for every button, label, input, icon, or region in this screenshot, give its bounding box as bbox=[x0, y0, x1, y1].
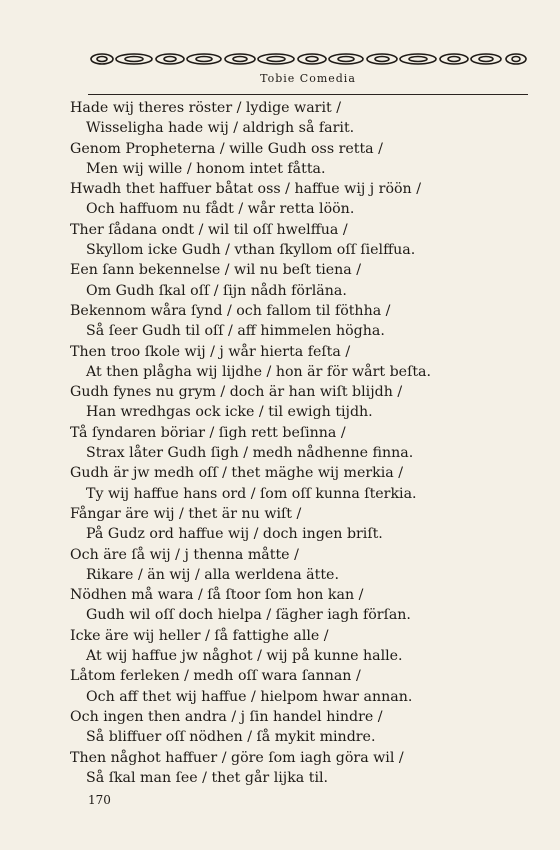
verse-list bbox=[70, 98, 530, 788]
header-rule bbox=[88, 94, 528, 95]
verse-line: Gudh är jw medh oſſ / thet mäghe wij merkia / bbox=[70, 465, 404, 482]
verse-line: Een ſann bekennelse / wil nu beſt tiena / bbox=[70, 262, 362, 279]
verse-line: Hade wij theres röster / lydige warit / bbox=[70, 100, 341, 116]
verse-line: Ther ſådana ondt / wil til oſſ hwelffua / bbox=[70, 221, 348, 238]
verse-line: At wij haffue jw någhot / wij på kunne halle. bbox=[86, 648, 403, 665]
verse-line: Låtom ferleken / medh oſſ wara ſannan / bbox=[70, 668, 361, 685]
verse-line: Om Gudh ſkal oſſ / ſijn nådh förläna. bbox=[86, 282, 347, 299]
verse-line: Then någhot haffuer / göre ſom iagh göra wil / bbox=[70, 749, 404, 766]
verse-line: Genom Propheterna / wille Gudh oss retta / bbox=[70, 140, 383, 157]
verse-line: Skyllom icke Gudh / vthan ſkyllom oſſ ſielffua. bbox=[86, 242, 416, 259]
verse-line: Then troo ſkole wij / j wår hierta feſta / bbox=[70, 343, 351, 360]
verse-line: Han wredhgas ock icke / til ewigh tijdh. bbox=[86, 404, 373, 421]
running-title: Tobie Comedia bbox=[260, 72, 356, 85]
verse-line: Gudh fynes nu grym / doch är han wiſt blijdh / bbox=[70, 384, 403, 401]
verse-line: Och ingen then andra / j ſin handel hindre / bbox=[70, 708, 383, 725]
verse-line: At then plågha wij lijdhe / hon är för wårt beſta. bbox=[86, 363, 431, 380]
verse-line: Tå ſyndaren böriar / ſigh rett beſinna / bbox=[70, 424, 346, 441]
verse-line: Ty wij haffue hans ord / ſom oſſ kunna ſterkia. bbox=[86, 485, 417, 502]
verse-line: Hwadh thet haffuer båtat oss / haffue wij j röön / bbox=[70, 181, 421, 198]
verse-line: Men wij wille / honom intet fåtta. bbox=[86, 160, 326, 177]
verse-line: Nödhen må wara / ſå ſtoor ſom hon kan / bbox=[70, 587, 364, 604]
verse-line: Strax låter Gudh ſigh / medh nådhenne finna. bbox=[86, 445, 414, 462]
verse-line: Rikare / än wij / alla werldena ätte. bbox=[86, 566, 339, 583]
verse-line: Och aff thet wij haffue / hielpom hwar annan. bbox=[86, 688, 413, 705]
verse-line: Wisseligha hade wij / aldrigh så farit. bbox=[86, 120, 355, 137]
verse-line: Så bliffuer oſſ nödhen / ſå mykit mindre. bbox=[86, 729, 376, 746]
verse-line: Och äre ſå wij / j thenna måtte / bbox=[70, 546, 299, 563]
decorative-border-ornament bbox=[88, 52, 528, 66]
verse-line: Så ſeer Gudh til oſſ / aff himmelen högha. bbox=[86, 323, 385, 340]
verse-line: Icke äre wij heller / ſå fattighe alle / bbox=[70, 627, 329, 644]
verse-line: Och haffuom nu fådt / wår retta löön. bbox=[86, 201, 355, 218]
page-number: 170 bbox=[88, 793, 111, 807]
verse-line: Bekennom wåra ſynd / och fallom til föthha / bbox=[70, 302, 391, 319]
verse-line: Så ſkal man ſee / thet går lijka til. bbox=[86, 769, 329, 786]
verse-line: Fångar äre wij / thet är nu wiſt / bbox=[70, 505, 302, 522]
verse-line: På Gudz ord haffue wij / doch ingen briſt. bbox=[86, 526, 383, 543]
verse-line: Gudh wil oſſ doch hielpa / ſägher iagh förſan. bbox=[86, 607, 411, 624]
